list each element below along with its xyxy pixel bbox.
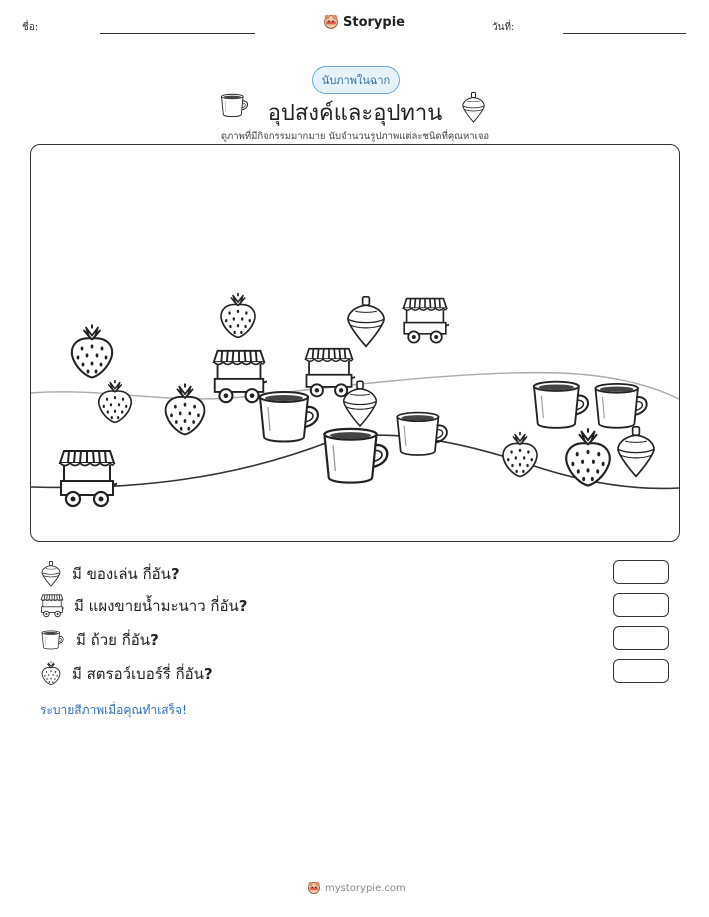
lemonade-stand-icon	[306, 349, 357, 397]
cup-icon	[534, 382, 588, 428]
page-title: อุปสงค์และอุปทาน	[267, 101, 443, 126]
cup-icon	[397, 413, 447, 455]
brand-name: Storypie	[343, 14, 405, 30]
strawberry-icon	[503, 432, 537, 477]
spinning-top-icon	[461, 92, 486, 123]
question-text: มี สตรอว์เบอร์รี่ กี่อัน?	[72, 664, 213, 683]
cup-icon	[595, 384, 646, 428]
lemonade-stand-icon	[60, 451, 119, 506]
question-text: มี ของเล่น กี่อัน?	[72, 565, 180, 583]
cup-icon	[40, 629, 66, 651]
footer-url: mystorypie.com	[325, 882, 406, 894]
spinning-top-icon	[344, 381, 376, 426]
cup-icon	[260, 392, 318, 442]
date-label: วันที่:	[492, 22, 515, 33]
spinning-top-icon	[348, 297, 384, 347]
cup-icon	[219, 92, 251, 119]
name-label: ชื่อ:	[22, 22, 39, 33]
lemonade-stand-icon	[403, 299, 450, 343]
brand-logo	[323, 14, 405, 30]
question-toys	[40, 561, 180, 587]
strawberry-icon	[40, 661, 62, 686]
answer-box-strawberries[interactable]	[613, 659, 669, 683]
date-input-line[interactable]	[563, 33, 686, 34]
lemonade-stand-icon	[40, 594, 64, 618]
finish-note: ระบายสีภาพเมื่อคุณทำเสร็จ!	[40, 703, 187, 717]
page-subtitle: ดูภาพที่มีกิจกรรมมากมาย นับจำนวนรูปภาพแต่ละชนิดที่คุณหาเจอ	[220, 131, 490, 142]
question-text: มี ถ้วย กี่อัน?	[76, 631, 159, 649]
strawberry-icon	[221, 293, 255, 338]
cup-icon	[324, 429, 387, 483]
question-cups	[40, 628, 159, 652]
question-strawberries	[40, 661, 213, 686]
storypie-logo-icon	[323, 14, 339, 30]
answer-box-lemonade-stands[interactable]	[613, 593, 669, 617]
scene-illustration	[31, 145, 679, 541]
scene-panel	[30, 144, 680, 542]
name-input-line[interactable]	[100, 33, 255, 34]
strawberry-icon	[72, 325, 112, 378]
strawberry-icon	[99, 380, 131, 422]
spinning-top-icon	[40, 561, 62, 587]
activity-tag: นับภาพในฉาก	[312, 66, 400, 94]
question-text: มี แผงขายน้ำมะนาว กี่อัน?	[74, 597, 248, 615]
footer-brand	[307, 881, 406, 895]
question-lemonade-stands	[40, 594, 247, 618]
strawberry-icon	[166, 384, 205, 435]
answer-box-cups[interactable]	[613, 626, 669, 650]
answer-box-toys[interactable]	[613, 560, 669, 584]
spinning-top-icon	[618, 427, 654, 477]
storypie-logo-icon	[307, 881, 321, 895]
